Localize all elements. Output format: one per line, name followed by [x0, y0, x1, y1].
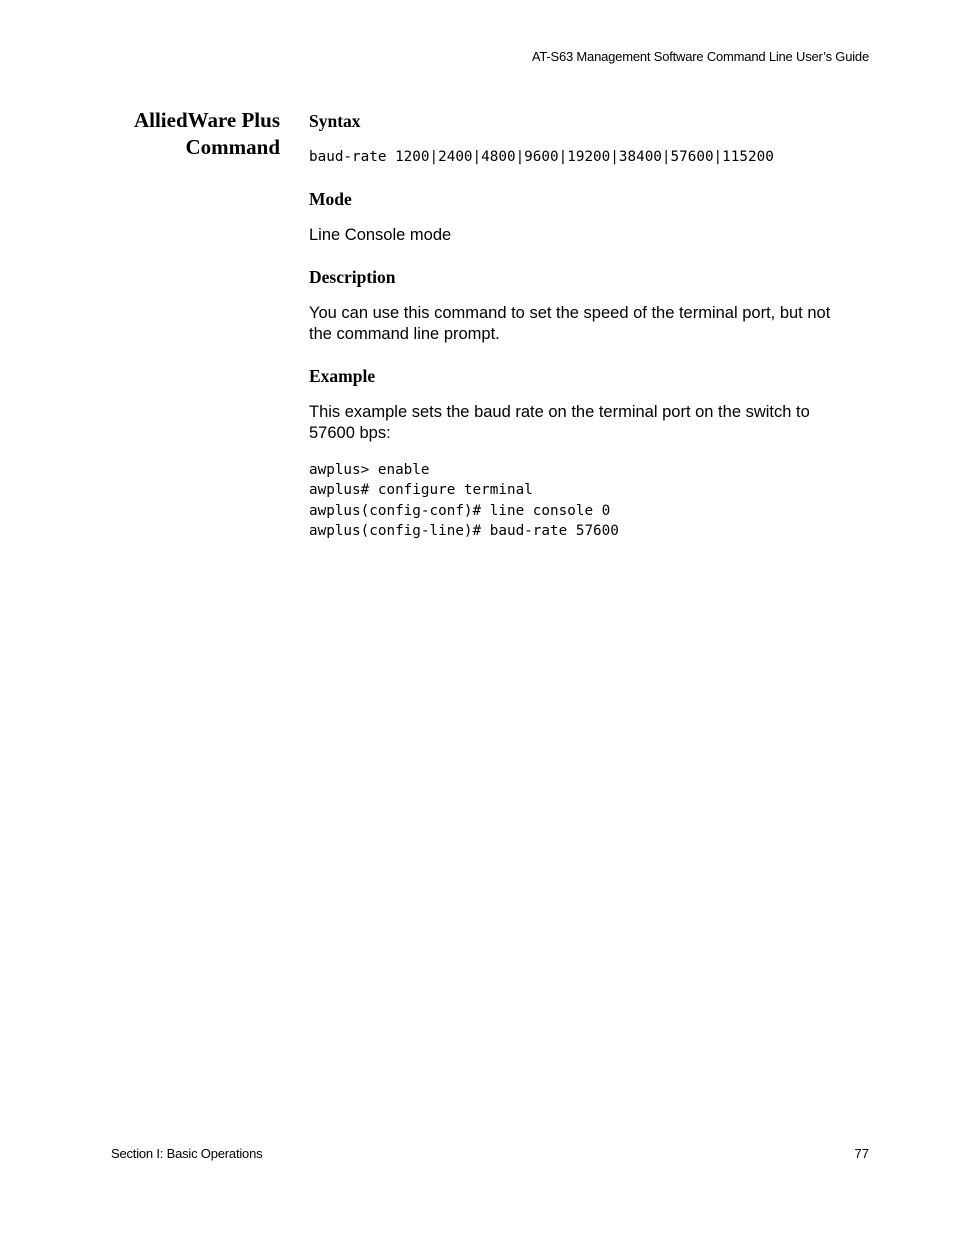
main-content	[309, 110, 869, 542]
syntax-heading: Syntax	[309, 111, 361, 131]
page-number: 77	[854, 1146, 869, 1161]
example-heading: Example	[309, 365, 376, 386]
mode-heading: Mode	[309, 188, 352, 209]
example-code-block	[309, 460, 869, 542]
section-heading	[100, 107, 280, 161]
example-line-2: 57600 bps:	[309, 423, 391, 442]
description-heading: Description	[309, 266, 396, 287]
example-line-1: This example sets the baud rate on the terminal port on the switch to	[309, 402, 810, 421]
description-text	[309, 303, 869, 345]
section-heading-line-2: Command	[185, 135, 280, 159]
description-line-2: the command line prompt.	[309, 324, 500, 343]
running-header: AT-S63 Management Software Command Line User’s Guide	[531, 49, 869, 64]
section-heading-line-1: AlliedWare Plus	[133, 108, 280, 132]
code-line: awplus# configure terminal	[309, 482, 533, 498]
code-line: awplus(config-line)# baud-rate 57600	[309, 523, 619, 539]
syntax-code: baud-rate 1200|2400|4800|9600|19200|38400|57600|115200	[309, 149, 774, 165]
code-line: awplus> enable	[309, 461, 430, 478]
footer-section: Section I: Basic Operations	[111, 1146, 263, 1161]
code-line: awplus(config-conf)# line console 0	[309, 502, 611, 519]
mode-text: Line Console mode	[309, 225, 452, 244]
description-line-1: You can use this command to set the speed of the terminal port, but not	[309, 303, 831, 322]
example-text	[309, 402, 869, 444]
